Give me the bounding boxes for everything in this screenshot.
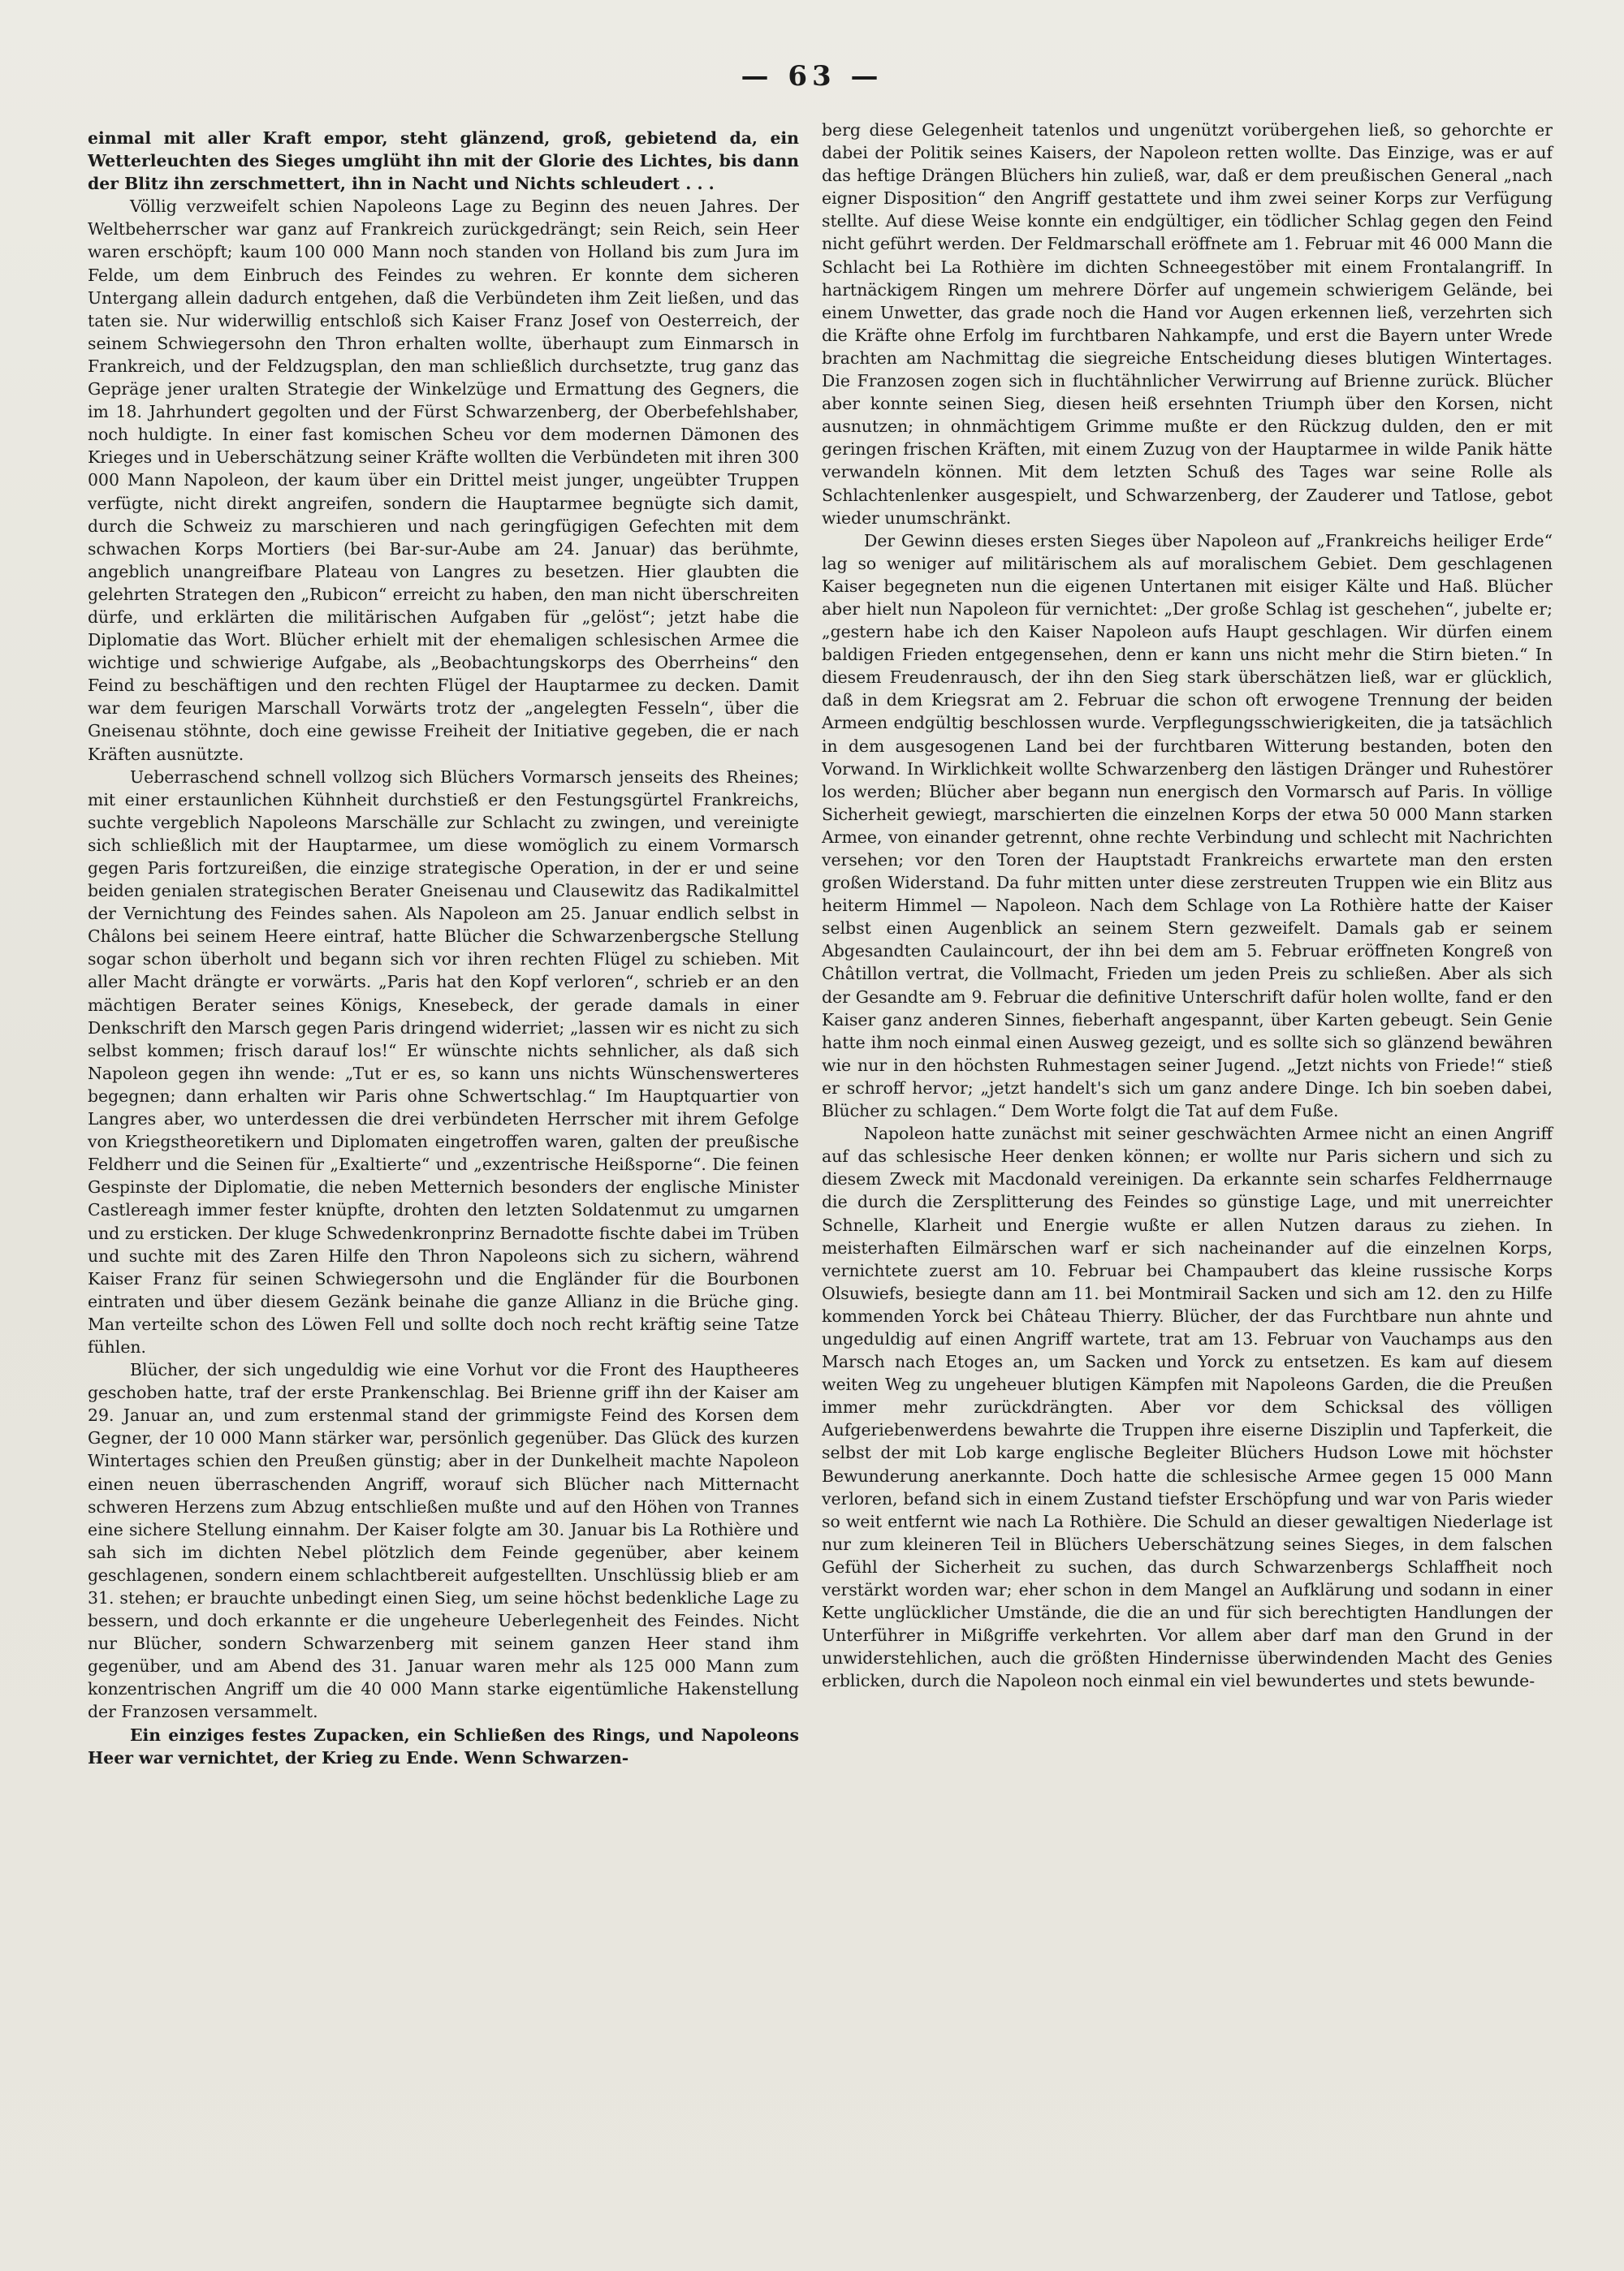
- paragraph: berg diese Gelegenheit tatenlos und ungenützt vorübergehen ließ, so gehorchte er dabei der Politik seines Kaisers, der Napoleon retten wollte. Das Einzige, was er auf das heftige Drängen Blüchers hin zuließ, war, daß er dem preußischen General „nach eigner Disposition“ den Angriff gestattete und ihm zwei seiner Korps zur Verfügung stellte. Auf diese Weise konnte ein endgültiger, ein tödlicher Schlag gegen den Feind nicht geführt werden. Der Feldmarschall eröffnete am 1. Februar mit 46 000 Mann die Schlacht bei La Rothière im dichten Schneegestöber mit einem Frontalangriff. In hartnäckigem Ringen um mehrere Dörfer auf ungemein schwierigem Gelände, bei einem Unwetter, das grade noch die Hand vor Augen erkennen ließ, verzehrten sich die Kräfte ohne Erfolg im furchtbaren Nahkampfe, und erst die Bayern unter Wrede brachten am Nachmittag die siegreiche Entscheidung dieses blutigen Wintertages. Die Franzosen zogen sich in fluchtähnlicher Verwirrung auf Brienne zurück. Blücher aber konnte seinen Sieg, diesen heiß ersehnten Triumph über den Korsen, nicht ausnutzen; in ohnmächtigem Grimme mußte er den Rückzug dulden, den er mit geringen frischen Kräften, mit einem Zuzug von der Hauptarmee in wilde Panik hätte verwandeln können. Mit dem letzten Schuß des Tages war seine Rolle als Schlachtenlenker ausgespielt, und Schwarzenberg, der Zauderer und Tatlose, gebot wieder unumschränkt.: [822, 120, 1553, 528]
- paragraph: Blücher, der sich ungeduldig wie eine Vorhut vor die Front des Hauptheeres geschoben hatte, traf der erste Prankenschlag. Bei Brienne griff ihn der Kaiser am 29. Januar an, und zum erstenmal stand der grimmigste Feind des Korsen dem Gegner, der 10 000 Mann stärker war, persönlich gegenüber. Das Glück des kurzen Wintertages schien den Preußen günstig; aber in der Dunkelheit machte Napoleon einen neuen überraschenden Angriff, worauf sich Blücher nach Mitternacht schweren Herzens zum Abzug entschließen mußte und auf den Höhen von Trannes eine sichere Stellung einnahm. Der Kaiser folgte am 30. Januar bis La Rothière und sah sich im dichten Nebel plötzlich dem Feinde gegenüber, aber keinem geschlagenen, sondern einem schlachtbereit aufgestellten. Unschlüssig blieb er am 31. stehen; er brauchte unbedingt einen Sieg, um seine höchst bedenkliche Lage zu bessern, und doch erkannte er die ungeheure Ueberlegenheit des Feindes. Nicht nur Blücher, sondern Schwarzenberg mit seinem ganzen Heer stand ihm gegenüber, und am Abend des 31. Januar waren mehr als 125 000 Mann zum konzentrischen Angriff um die 40 000 Mann starke eigentümliche Hakenstellung der Franzosen versammelt.: [88, 1360, 799, 1722]
- paragraph: Völlig verzweifelt schien Napoleons Lage zu Beginn des neuen Jahres. Der Weltbeherrscher war ganz auf Frankreich zurückgedrängt; sein Reich, sein Heer waren erschöpft; kaum 100 000 Mann noch standen von Holland bis zum Jura im Felde, um dem Einbruch des Feindes zu wehren. Er konnte dem sicheren Untergang allein dadurch entgehen, daß die Verbündeten ihm Zeit ließen, und das taten sie. Nur widerwillig entschloß sich Kaiser Franz Josef von Oesterreich, der seinem Schwiegersohn den Thron erhalten wollte, überhaupt zum Einmarsch in Frankreich, und der Feldzugsplan, den man schließlich durchsetzte, trug ganz das Gepräge jener uralten Strategie der Winkelzüge und Ermattung des Gegners, die im 18. Jahrhundert gegolten und der Fürst Schwarzenberg, der Oberbefehlshaber, noch huldigte. In einer fast komischen Scheu vor dem modernen Dämonen des Krieges und in Ueberschätzung seiner Kräfte wollten die Verbündeten mit ihren 300 000 Mann Napoleon, der kaum über ein Drittel meist junger, ungeübter Truppen verfügte, nicht direkt angreifen, sondern die Hauptarmee begnügte sich damit, durch die Schweiz zu marschieren und nach geringfügigen Gefechten mit dem schwachen Korps Mortiers (bei Bar-sur-Aube am 24. Januar) das berühmte, angeblich unangreifbare Plateau von Langres zu besetzen. Hier glaubten die gelehrten Strategen den „Rubicon“ erreicht zu haben, den man nicht überschreiten dürfe, und erklärten die militärischen Aufgaben für „gelöst“; jetzt habe die Diplomatie das Wort. Blücher erhielt mit der ehemaligen schlesischen Armee die wichtige und schwierige Aufgabe, als „Beobachtungskorps des Oberrheins“ den Feind zu beschäftigen und den rechten Flügel der Hauptarmee zu decken. Damit war dem feurigen Marschall Vorwärts trotz der „angelegten Fesseln“, über die Gneisenau stöhnte, doch eine gewisse Freiheit der Initiative gegeben, die er nach Kräften ausnützte.: [88, 196, 799, 764]
- left-column: [88, 127, 799, 1769]
- right-column: [822, 119, 1553, 1692]
- page-number: — 63 —: [741, 60, 883, 93]
- paragraph: Der Gewinn dieses ersten Sieges über Napoleon auf „Frankreichs heiliger Erde“ lag so weniger auf militärischem als auf moralischem Gebiet. Dem geschlagenen Kaiser begegneten nun die eigenen Untertanen mit eisiger Kälte und Haß. Blücher aber hielt nun Napoleon für vernichtet: „Der große Schlag ist geschehen“, jubelte er; „gestern habe ich den Kaiser Napoleon aufs Haupt geschlagen. Wir dürfen einem baldigen Frieden entgegensehen, denn er kann uns nicht mehr die Stirn bieten.“ In diesem Freudenrausch, der ihn den Sieg stark überschätzen ließ, war er glücklich, daß in dem Kriegsrat am 2. Februar die schon oft erwogene Trennung der beiden Armeen endgültig beschlossen wurde. Verpflegungsschwierigkeiten, die ja tatsächlich in dem ausgesogenen Land bei der furchtbaren Witterung bestanden, boten den Vorwand. In Wirklichkeit wollte Schwarzenberg den lästigen Dränger und Ruhestörer los werden; Blücher aber begann nun energisch den Vormarsch auf Paris. In völlige Sicherheit gewiegt, marschierten die einzelnen Korps der etwa 50 000 Mann starken Armee, von einander getrennt, ohne rechte Verbindung und schlecht mit Nachrichten versehen; vor den Toren der Hauptstadt Frankreichs erwartete man den ersten großen Widerstand. Da fuhr mitten unter diese zerstreuten Truppen wie ein Blitz aus heiterm Himmel — Napoleon. Nach dem Schlage von La Rothière hatte der Kaiser selbst einen Augenblick an seinem Stern gezweifelt. Damals gab er seinem Abgesandten Caulaincourt, der ihn bei dem am 5. Februar eröffneten Kongreß von Châtillon vertrat, die Vollmacht, Frieden um jeden Preis zu schließen. Aber als sich der Gesandte am 9. Februar die definitive Unterschrift dafür holen wollte, fand er den Kaiser ganz anderen Sinnes, fieberhaft angespannt, über Karten gebeugt. Sein Genie hatte ihm noch einmal einen Ausweg gezeigt, und es sollte sich so glänzend bewähren wie nur in den höchsten Ruhmestagen seiner Jugend. „Jetzt nichts von Friede!“ stieß er schroff hervor; „jetzt handelt's sich um ganz andere Dinge. Ich bin soeben dabei, Blücher zu schlagen.“ Dem Worte folgt die Tat auf dem Fuße.: [822, 530, 1553, 1121]
- paragraph: Ein einziges festes Zupacken, ein Schließen des Rings, und Napoleons Heer war vernichtet, der Krieg zu Ende. Wenn Schwarzen-: [88, 1725, 799, 1768]
- paragraph: einmal mit aller Kraft empor, steht glänzend, groß, gebietend da, ein Wetterleuchten des Sieges umglüht ihn mit der Glorie des Lichtes, bis dann der Blitz ihn zerschmettert, ihn in Nacht und Nichts schleudert . . .: [88, 128, 799, 194]
- paragraph: Ueberraschend schnell vollzog sich Blüchers Vormarsch jenseits des Rheines; mit einer erstaunlichen Kühnheit durchstieß er den Festungsgürtel Frankreichs, suchte vergeblich Napoleons Marschälle zur Schlacht zu zwingen, und vereinigte sich schließlich mit der Hauptarmee, um diese womöglich zu einem Vormarsch gegen Paris fortzureißen, die einzige strategische Operation, in der er und seine beiden genialen strategischen Berater Gneisenau und Clausewitz das Radikalmittel der Vernichtung des Feindes sahen. Als Napoleon am 25. Januar endlich selbst in Châlons bei seinem Heere eintraf, hatte Blücher die Schwarzenbergsche Stellung sogar schon überholt und begann sich vor ihren rechten Flügel zu schieben. Mit aller Macht drängte er vorwärts. „Paris hat den Kopf verloren“, schrieb er an den mächtigen Berater seines Königs, Knesebeck, der gerade damals in einer Denkschrift den Marsch gegen Paris dringend widerriet; „lassen wir es nicht zu sich selbst kommen; frisch darauf los!“ Er wünschte nichts sehnlicher, als daß sich Napoleon gegen ihn wende: „Tut er es, so kann uns nichts Wünschenswerteres begegnen; dann erhalten wir Paris ohne Schwertschlag.“ Im Hauptquartier von Langres aber, wo unterdessen die drei verbündeten Herrscher mit ihrem Gefolge von Kriegstheoretikern und Diplomaten eingetroffen waren, galten der preußische Feldherr und die Seinen für „Exaltierte“ und „exzentrische Heißsporne“. Die feinen Gespinste der Diplomatie, die neben Metternich besonders der englische Minister Castlereagh immer fester knüpfte, drohten den letzten Soldatenmut zu umgarnen und zu ersticken. Der kluge Schwedenkronprinz Bernadotte fischte dabei im Trüben und suchte mit des Zaren Hilfe den Thron Napoleons sich zu sichern, während Kaiser Franz für seinen Schwiegersohn und die Engländer für die Bourbonen eintraten und über diesem Gezänk beinahe die ganze Allianz in die Brüche ging. Man verteilte schon des Löwen Fell und sollte doch noch recht kräftig seine Tatze fühlen.: [88, 766, 799, 1357]
- paragraph: Napoleon hatte zunächst mit seiner geschwächten Armee nicht an einen Angriff auf das schlesische Heer denken können; er wollte nur Paris sichern und sich zu diesem Zweck mit Macdonald vereinigen. Da erkannte sein scharfes Feldherrnauge die durch die Zersplitterung des Feindes so günstige Lage, und mit unerreichter Schnelle, Klarheit und Energie wußte er allen Nutzen daraus zu ziehen. In meisterhaften Eilmärschen warf er sich nacheinander auf die einzelnen Korps, vernichtete zuerst am 10. Februar bei Champaubert das kleine russische Korps Olsuwiefs, besiegte dann am 11. bei Montmirail Sacken und sich am 12. den zu Hilfe kommenden Yorck bei Château Thierry. Blücher, der das Furchtbare nun ahnte und ungeduldig auf einen Angriff wartete, trat am 13. Februar von Vauchamps aus den Marsch nach Etoges an, um Sacken und Yorck zu entsetzen. Es kam auf diesem weiten Weg zu ungeheuer blutigen Kämpfen mit Napoleons Garden, die die Preußen immer mehr zurückdrängten. Aber vor dem Schicksal des völligen Aufgeriebenwerdens bewahrte die Truppen ihre eiserne Disziplin und Tapferkeit, die selbst der mit Lob karge englische Begleiter Blüchers Hudson Lowe mit höchster Bewunderung anerkannte. Doch hatte die schlesische Armee gegen 15 000 Mann verloren, befand sich in einem Zustand tiefster Erschöpfung und war von Paris wieder so weit entfernt wie nach La Rothière. Die Schuld an dieser gewaltigen Niederlage ist nur zum kleineren Teil in Blüchers Ueberschätzung seines Sieges, in dem falschen Gefühl der Sicherheit zu suchen, das durch Schwarzenbergs Schlaffheit noch verstärkt worden war; eher schon in dem Mangel an Aufklärung und sodann in einer Kette unglücklicher Umstände, die die an und für sich berechtigten Handlungen der Unterführer in Mißgriffe verkehrten. Vor allem aber darf man den Grund in der unwiderstehlichen, auch die größten Hindernisse überwindenden Macht des Genies erblicken, durch die Napoleon noch einmal ein viel bewundertes und stets bewunde-: [822, 1124, 1553, 1691]
